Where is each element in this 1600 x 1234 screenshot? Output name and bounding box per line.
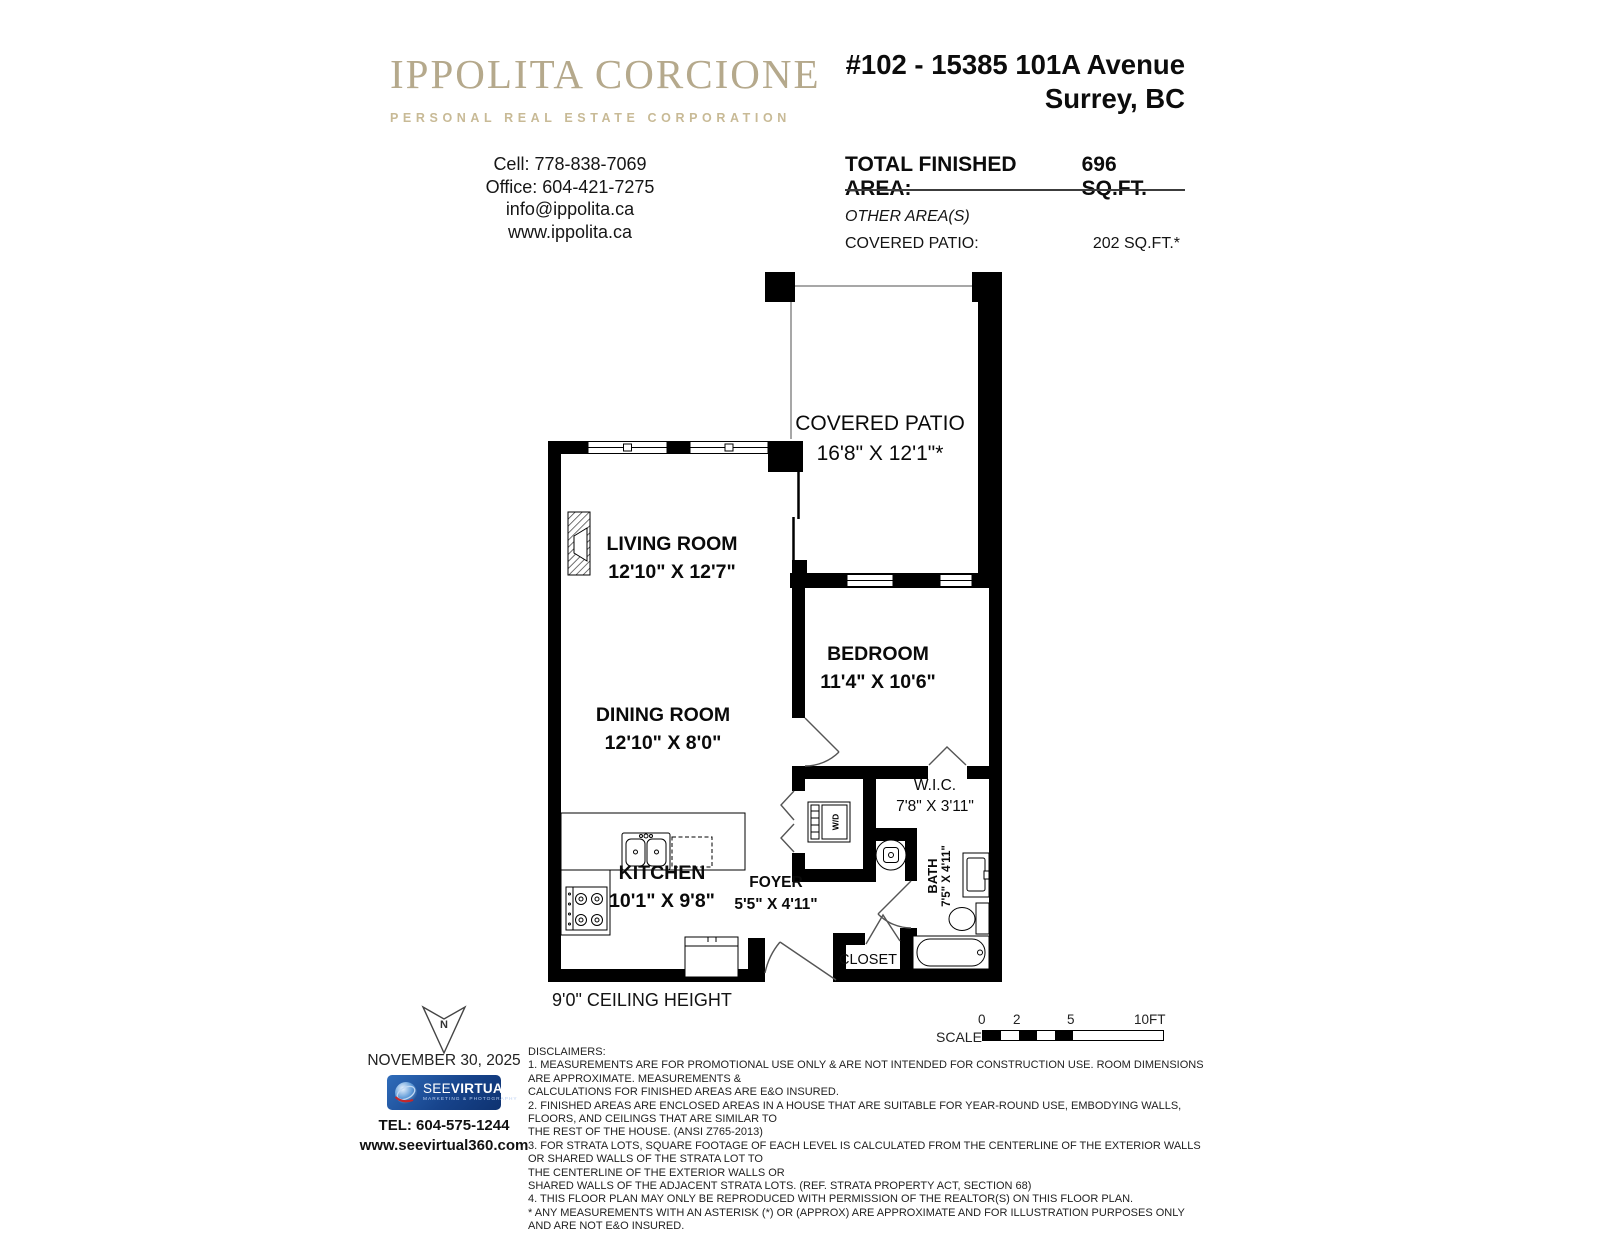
disclaimers-block: [528, 1046, 1208, 1234]
scale-tick-5: 5: [1067, 1012, 1075, 1027]
agent-email: info@ippolita.ca: [505, 199, 635, 219]
refrigerator: [685, 937, 738, 977]
brand-tagline: PERSONAL REAL ESTATE CORPORATION: [390, 111, 791, 125]
washer-dryer-label: W/D: [830, 813, 841, 831]
brand-block: [390, 50, 821, 125]
room-label-living: LIVING ROOM 12'10" X 12'7": [606, 533, 738, 583]
room-label-bath: BATH 7'5" X 4'11": [925, 845, 953, 907]
north-arrow-label: N: [440, 1019, 448, 1031]
room-label-kitchen: KITCHEN 10'1" X 9'8": [609, 862, 715, 912]
bedroom-door: [805, 718, 839, 766]
vendor-phone: TEL: 604-575-1244: [378, 1117, 510, 1134]
area-divider: [845, 189, 1185, 191]
scale-tick-2: 2: [1013, 1012, 1021, 1027]
north-arrow-icon: [420, 1004, 468, 1056]
scale-label: SCALE: [936, 1029, 982, 1045]
vendor-website: www.seevirtual360.com: [359, 1137, 529, 1154]
room-label-dining: DINING ROOM 12'10" X 8'0": [595, 704, 731, 754]
sliding-door: [794, 470, 799, 564]
water-heater: [876, 840, 906, 870]
seevirtual-wordmark: SEEVIRTUAL: [423, 1081, 512, 1097]
total-area-label: TOTAL FINISHED AREA:: [845, 153, 1017, 200]
disclaimer-line: CALCULATIONS FOR FINISHED AREAS ARE E&O INSURED.: [528, 1086, 839, 1099]
vanity-sink: [963, 853, 989, 897]
room-label-closet: CLOSET: [838, 952, 897, 968]
agent-contact: [430, 153, 710, 243]
room-label-foyer: FOYER 5'5" X 4'11": [734, 874, 818, 913]
room-label-bedroom: BEDROOM 11'4" X 10'6": [820, 643, 936, 693]
other-area-name: COVERED PATIO:: [845, 235, 979, 252]
address-line1: #102 - 15385 101A Avenue: [845, 49, 1185, 80]
disclaimer-line: DISCLAIMERS:: [528, 1046, 606, 1058]
vendor-column: [359, 1004, 529, 1154]
brand-name: IPPOLITA CORCIONE: [390, 51, 821, 97]
floorplan-drawing: [548, 270, 1004, 982]
disclaimer-line: THE CENTERLINE OF THE EXTERIOR WALLS OR: [528, 1166, 785, 1179]
closet-bifold-door: [866, 915, 900, 944]
bathtub: [913, 936, 989, 969]
disclaimer-line: THE REST OF THE HOUSE. (ANSI Z765-2013): [528, 1126, 763, 1139]
toilet: [949, 903, 989, 934]
address-line2: Surrey, BC: [1044, 83, 1185, 114]
disclaimer-line: 3. FOR STRATA LOTS, SQUARE FOOTAGE OF EACH LEVEL IS CALCULATED FROM THE CENTERLINE OF THE EXTERIOR WALLS OR SHARED WALLS OF THE STRATA LOT TO: [528, 1139, 1201, 1166]
property-address: [800, 48, 1185, 116]
disclaimer-line: SHARED WALLS OF THE ADJACENT STRATA LOTS. (REF. STRATA PROPERTY ACT, SECTION 68): [528, 1180, 1032, 1193]
total-area-row: [845, 153, 1185, 201]
scale-tick-0: 0: [978, 1012, 986, 1027]
disclaimer-line: 4. THIS FLOOR PLAN MAY ONLY BE REPRODUCED WITH PERMISSION OF THE REALTOR(S) ON THIS FLOOR PLAN.: [528, 1193, 1134, 1206]
agent-office: Office: 604-421-7275: [485, 176, 655, 197]
laundry-bifold-doors: [781, 791, 794, 852]
seevirtual-logo: [387, 1075, 518, 1110]
entry-door: [765, 942, 836, 980]
room-label-covered-patio: COVERED PATIO 16'8" X 12'1"*: [795, 412, 965, 465]
wic-bifold-door: [929, 747, 966, 765]
bathroom-door: [878, 881, 911, 928]
seevirtual-subtitle: MARKETING & PHOTOGRAPHY: [423, 1096, 518, 1102]
other-area-row: [845, 235, 1180, 253]
seevirtual-globe-icon: [393, 1080, 419, 1106]
disclaimer-line: * ANY MEASUREMENTS WITH AN ASTERISK (*) OR (APPROX) ARE APPROXIMATE AND FOR ILLUSTRATION PURPOSES ONLY AND ARE NOT E&O INSURED.: [528, 1206, 1185, 1233]
disclaimer-line: 1. MEASUREMENTS ARE FOR PROMOTIONAL USE ONLY & ARE NOT INTENDED FOR CONSTRUCTION USE. ROOM DIMENSIONS ARE APPROXIMATE. MEASUREMENTS &: [528, 1059, 1204, 1085]
other-areas-label: OTHER AREA(S): [845, 208, 970, 225]
total-area-value: 696 SQ.FT.: [1081, 153, 1147, 200]
other-area-value: 202 SQ.FT.*: [1092, 235, 1180, 252]
agent-cell: Cell: 778-838-7069: [493, 154, 647, 174]
washer-dryer: [808, 802, 850, 842]
ceiling-height-note: 9'0" CEILING HEIGHT: [552, 990, 732, 1010]
plan-date: NOVEMBER 30, 2025: [367, 1052, 521, 1069]
disclaimer-line: 2. FINISHED AREAS ARE ENCLOSED AREAS IN A HOUSE THAT ARE SUITABLE FOR YEAR-ROUND USE, EMBODYING WALLS, FLOORS, AND CEILINGS THAT ARE SIMILAR TO: [528, 1099, 1182, 1126]
agent-website: www.ippolita.ca: [507, 221, 633, 242]
room-label-wic: W.I.C. 7'8" X 3'11": [896, 777, 974, 815]
scale-bar: [982, 1030, 1164, 1041]
scale-tick-10ft: 10FT: [1134, 1012, 1166, 1027]
